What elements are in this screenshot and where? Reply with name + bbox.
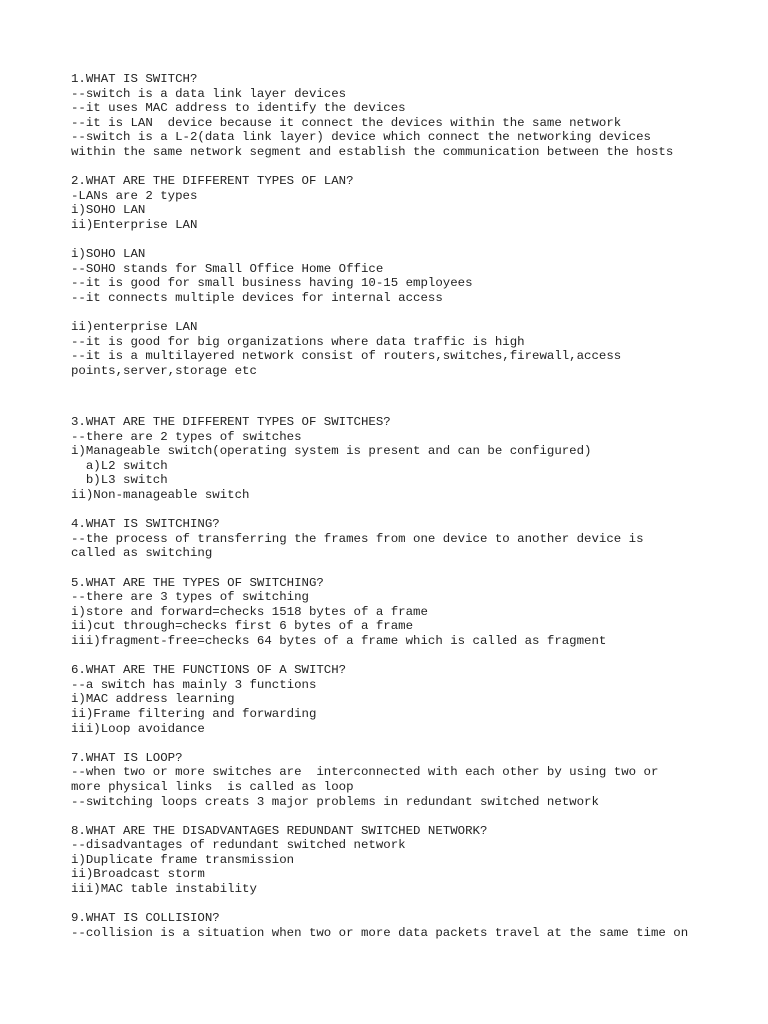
paragraph-gap	[71, 378, 761, 393]
section-5-line: ii)cut through=checks first 6 bytes of a frame	[71, 619, 414, 634]
section-3-line: b)L3 switch	[71, 473, 168, 488]
section-6-heading: 6.WHAT ARE THE FUNCTIONS OF A SWITCH?	[71, 663, 347, 678]
section-5-heading: 5.WHAT ARE THE TYPES OF SWITCHING?	[71, 575, 324, 590]
section-9-line: --collision is a situation when two or more data packets travel at the same time on	[71, 925, 689, 940]
soho-lan-heading: i)SOHO LAN	[71, 247, 146, 262]
section-8-line: --disadvantages of redundant switched network	[71, 838, 406, 853]
section-1-line: --it uses MAC address to identify the devices	[71, 101, 406, 116]
document-page	[71, 72, 761, 940]
section-8-line: i)Duplicate frame transmission	[71, 852, 295, 867]
section-3-line: i)Manageable switch(operating system is present and can be configured)	[71, 444, 592, 459]
section-1-line: within the same network segment and establish the communication between the hosts	[71, 144, 674, 159]
section-5-line: --there are 3 types of switching	[71, 590, 309, 605]
section-1-heading: 1.WHAT IS SWITCH?	[71, 72, 198, 86]
section-7-line: --when two or more switches are interconnected with each other by using two or	[71, 765, 659, 780]
paragraph-gap	[71, 897, 761, 912]
enterprise-lan-line: --it is good for big organizations where data traffic is high	[71, 334, 525, 349]
section-7-line: --switching loops creats 3 major problems in redundant switched network	[71, 794, 599, 809]
section-1-line: --switch is a L-2(data link layer) device which connect the networking devices	[71, 130, 651, 145]
section-1-line: --switch is a data link layer devices	[71, 86, 347, 101]
section-3-line: a)L2 switch	[71, 458, 168, 473]
soho-lan-line: --it connects multiple devices for internal access	[71, 290, 443, 305]
paragraph-gap	[71, 503, 761, 518]
section-9-heading: 9.WHAT IS COLLISION?	[71, 911, 220, 926]
section-2-line: -LANs are 2 types	[71, 188, 198, 203]
section-7-heading: 7.WHAT IS LOOP?	[71, 750, 183, 765]
enterprise-lan-line: points,server,storage etc	[71, 363, 257, 378]
section-5-line: iii)fragment-free=checks 64 bytes of a frame which is called as fragment	[71, 633, 607, 648]
section-1-line: --it is LAN device because it connect the devices within the same network	[71, 115, 622, 130]
paragraph-gap	[71, 393, 761, 415]
section-8-line: ii)Broadcast storm	[71, 867, 205, 882]
section-8-heading: 8.WHAT ARE THE DISADVANTAGES REDUNDANT SWITCHED NETWORK?	[71, 823, 488, 838]
enterprise-lan-heading: ii)enterprise LAN	[71, 320, 198, 335]
paragraph-gap	[71, 736, 761, 751]
soho-lan-line: --it is good for small business having 10-15 employees	[71, 276, 473, 291]
section-5-line: i)store and forward=checks 1518 bytes of a frame	[71, 604, 428, 619]
section-2-line: i)SOHO LAN	[71, 203, 146, 218]
section-6-line: iii)Loop avoidance	[71, 721, 205, 736]
section-8-line: iii)MAC table instability	[71, 882, 257, 897]
paragraph-gap	[71, 160, 761, 175]
section-4-heading: 4.WHAT IS SWITCHING?	[71, 517, 220, 532]
section-6-line: i)MAC address learning	[71, 692, 235, 707]
section-3-line: --there are 2 types of switches	[71, 429, 302, 444]
paragraph-gap	[71, 233, 761, 248]
section-6-line: --a switch has mainly 3 functions	[71, 677, 317, 692]
section-6-line: ii)Frame filtering and forwarding	[71, 706, 317, 721]
section-2-line: ii)Enterprise LAN	[71, 217, 198, 232]
paragraph-gap	[71, 809, 761, 824]
section-4-line: --the process of transferring the frames from one device to another device is	[71, 531, 644, 546]
section-4-line: called as switching	[71, 546, 213, 561]
soho-lan-line: --SOHO stands for Small Office Home Office	[71, 261, 384, 276]
section-3-heading: 3.WHAT ARE THE DIFFERENT TYPES OF SWITCHES?	[71, 415, 391, 430]
section-2-heading: 2.WHAT ARE THE DIFFERENT TYPES OF LAN?	[71, 174, 354, 189]
enterprise-lan-line: --it is a multilayered network consist of routers,switches,firewall,access	[71, 349, 622, 364]
section-7-line: more physical links is called as loop	[71, 779, 354, 794]
paragraph-gap	[71, 306, 761, 321]
paragraph-gap	[71, 561, 761, 576]
paragraph-gap	[71, 649, 761, 664]
section-3-line: ii)Non-manageable switch	[71, 488, 250, 503]
